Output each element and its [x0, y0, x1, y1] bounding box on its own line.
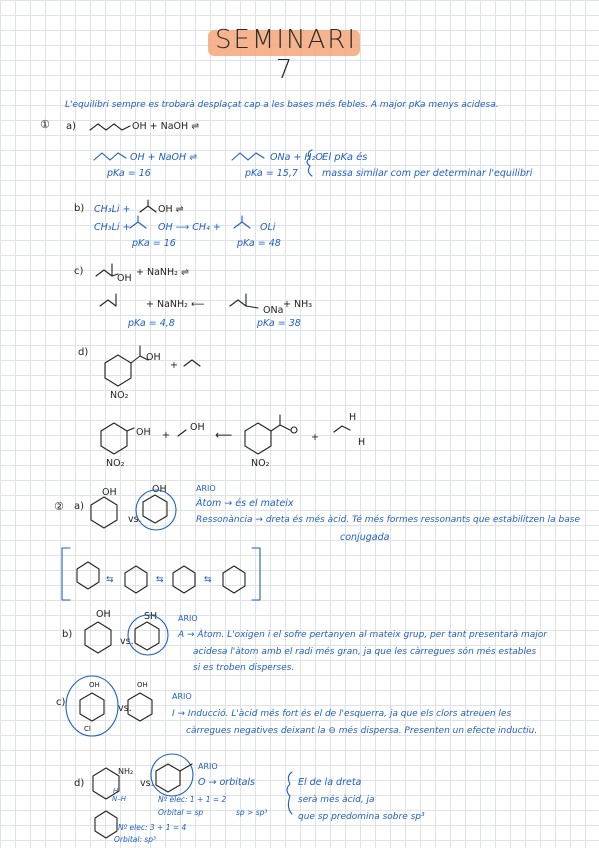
q1b-eq-left: CH₃Li + [94, 222, 131, 233]
q2c-chlorophenol-ring [80, 693, 104, 721]
q2b-label: b) [62, 629, 73, 640]
q2c-methylphenol-ring [128, 693, 152, 721]
q2a-oh1: OH [102, 487, 117, 498]
q2b-cyclohexanol-ring [85, 622, 111, 653]
q2c-line1: I → Inducció. L'àcid més fort és el de l'esquerra, ja que els clors atreuen les [172, 709, 512, 719]
q1d-eq-ethyloxonium [334, 426, 350, 432]
q1b-eq-isopropoxide [234, 216, 250, 228]
question-2-number: ② [54, 500, 64, 513]
q2a-line2: Ressonància → dreta és més àcid. Té més formes ressonants que estabilitzen la base [196, 515, 580, 525]
q1d-h2: H [358, 437, 366, 448]
q1c-bond [112, 274, 118, 276]
q1a-chain-right [232, 153, 264, 160]
q2d-small-ring [95, 811, 117, 838]
q1c-eq-bond [246, 306, 258, 308]
q1d-no2-c: NO₂ [251, 458, 270, 469]
q2a-vs: vs. [128, 514, 142, 525]
question-1-number: ① [40, 118, 50, 131]
q1d-eq-ethanol [178, 430, 186, 436]
q1b-label: b) [74, 203, 85, 214]
q1c-oh: OH [117, 273, 132, 284]
q1b-reagent: CH₃Li + [94, 204, 131, 215]
q2d-sp-compare: sp > sp³ [236, 808, 268, 817]
q1c-eq-mid: + NaNH₂ ⟵ [146, 299, 205, 310]
q1d-benzene-ring [105, 355, 131, 386]
q1b-isopropanol [140, 200, 156, 212]
q2d-orb-left-2: Orbital: sp³ [114, 835, 157, 844]
q2d-nh2: NH₂ [118, 767, 134, 776]
q1d-oh: OH [146, 352, 161, 363]
q1d-no2: NO₂ [110, 390, 129, 401]
q2d-h: H [113, 787, 119, 795]
q1d-label: d) [78, 347, 89, 358]
q2a-resonance-1 [77, 562, 99, 589]
q1b-pka-right: pKa = 48 [237, 238, 281, 249]
q1d-h: H [349, 412, 357, 423]
q2c-line2: càrregues negatives deixant la ⊖ més dispersa. Presenten un efecte inductiu. [186, 726, 538, 736]
q2b-thiol-ring [135, 622, 159, 650]
q1a-note-2: massa similar com per determinar l'equilibri [322, 168, 533, 179]
q1a-pka-right: pKa = 15,7 [245, 168, 298, 179]
q2d-ario: ARIO [198, 762, 218, 771]
q1c-eq-acid [100, 294, 116, 306]
q2b-line3: si es troben disperses. [193, 663, 295, 673]
q2c-ario: ARIO [172, 692, 192, 701]
q2a-resonance-4 [223, 566, 245, 593]
q1a-reagent: OH + NaOH ⇌ [132, 121, 200, 132]
q1c-reagent: + NaNH₂ ⇌ [136, 267, 189, 278]
q1d-plus: + [170, 360, 178, 371]
q2a-resonance-3 [173, 566, 195, 593]
q2a-line1: Àtom → és el mateix [196, 498, 294, 509]
page-title: SEMINARI 7 [215, 25, 358, 85]
q2a-phenol-ring [143, 495, 167, 523]
q1b-eq-isopropanol [130, 216, 146, 228]
q1c-propanoic-acid [96, 264, 112, 276]
q2d-vs: vs. [140, 778, 154, 789]
q2d-orb-right-1: Nº elec: 1 + 1 = 2 [158, 795, 227, 804]
q1c-pka-right: pKa = 38 [257, 318, 301, 329]
q1d-eq-bond-left [127, 428, 134, 431]
q2a-oh2: OH [152, 484, 167, 495]
q1a-butanol-chain [90, 124, 130, 130]
q2d-brace [287, 772, 292, 814]
q2d-cyclohexylamine-ring [93, 768, 119, 799]
q2b-line1: A → Àtom. L'oxigen i el sofre pertanyen al mateix grup, per tant presentarà major [178, 630, 547, 640]
q1c-label: c) [74, 266, 84, 277]
q1d-no2-b: NO₂ [106, 458, 125, 469]
q2b-vs: vs. [120, 636, 134, 647]
q1b-eq-mid: OH ⟶ CH₄ + [158, 222, 221, 233]
q1a-label: a) [66, 121, 77, 132]
q1a-equation: OH + NaOH ⇌ [130, 152, 198, 163]
q1a-note-1: El pKa és [322, 152, 368, 163]
q1b-pka-left: pKa = 16 [132, 238, 176, 249]
q2d-line1: O → orbitals [198, 777, 255, 788]
q1c-pka-left: pKa = 4,8 [128, 318, 175, 329]
q2c-oh: OH [89, 681, 100, 689]
q2a-ario: ARIO [196, 484, 216, 493]
q1a-brace [307, 150, 312, 176]
q1d-arrow: ⟵ [215, 428, 233, 442]
q2d-note-3: que sp predomina sobre sp³ [298, 812, 425, 822]
q1d-eq-oh: OH [136, 427, 151, 438]
q2c-vs: vs. [118, 703, 132, 714]
q2b-sh: SH [144, 611, 158, 622]
q2d-note-2: serà més àcid, ja [298, 795, 375, 805]
q1d-eq-ring-left [101, 423, 127, 454]
q2b-line2: acidesa l'àtom amb el radi més gran, ja que les càrregues són més estables [193, 647, 537, 657]
intro-text: L'equilibri sempre es trobarà desplaçat cap a les bases més febles. A major pKa menys acidesa. [65, 100, 499, 110]
q1c-ona: ONa [263, 305, 284, 316]
q1a-product: ONa + H₂O [270, 152, 323, 163]
q2c-oh2: OH [137, 681, 148, 689]
q1b-reagent-end: OH ⇌ [158, 204, 184, 215]
q2c-circle [66, 676, 118, 736]
q1d-plus2: + [311, 432, 319, 443]
q1a-pka-left: pKa = 16 [107, 168, 151, 179]
q2a-arrow-3: ⇆ [204, 575, 212, 585]
q1d-eq-carboxylate [271, 415, 290, 431]
q2a-resonance-2 [125, 566, 147, 593]
q1b-eq-right: OLi [260, 222, 276, 233]
q1c-eq-propanoate [230, 294, 246, 306]
q2d-n-h: N–H [112, 795, 126, 803]
q2c-label: c) [56, 697, 66, 708]
q1a-chain-left [94, 153, 126, 160]
q2d-orb-right-2: Orbital = sp [158, 808, 204, 817]
q1d-eq-oh2: OH [190, 422, 205, 433]
q2a-label: a) [74, 501, 85, 512]
q1c-nh3: + NH₃ [283, 299, 313, 310]
q2b-oh: OH [96, 609, 111, 620]
q2a-line3: conjugada [340, 532, 390, 543]
q1d-carboxyl [131, 346, 148, 363]
q2c-cl: Cl [84, 725, 91, 733]
q2d-orb-left-1: Nº elec: 3 + 1 = 4 [118, 823, 187, 832]
q2d-alkyne-ring [156, 764, 180, 792]
q2a-bracket-left [62, 548, 70, 600]
q1d-eq-ring-right [245, 423, 271, 454]
q1d-eq-plus: + [162, 430, 170, 441]
q2d-note-1: El de la dreta [298, 777, 362, 788]
q2a-arrow-2: ⇆ [156, 575, 164, 585]
q2a-arrow-1: ⇆ [106, 575, 114, 585]
q2b-ario: ARIO [178, 614, 198, 623]
q2d-alkyne [180, 764, 192, 771]
q2a-cyclohexanol-ring [91, 497, 117, 528]
q1d-oxygen-minus [291, 427, 297, 433]
q2a-bracket-right [252, 548, 260, 600]
q2d-label: d) [74, 778, 85, 789]
q1d-ethanol [184, 360, 200, 366]
